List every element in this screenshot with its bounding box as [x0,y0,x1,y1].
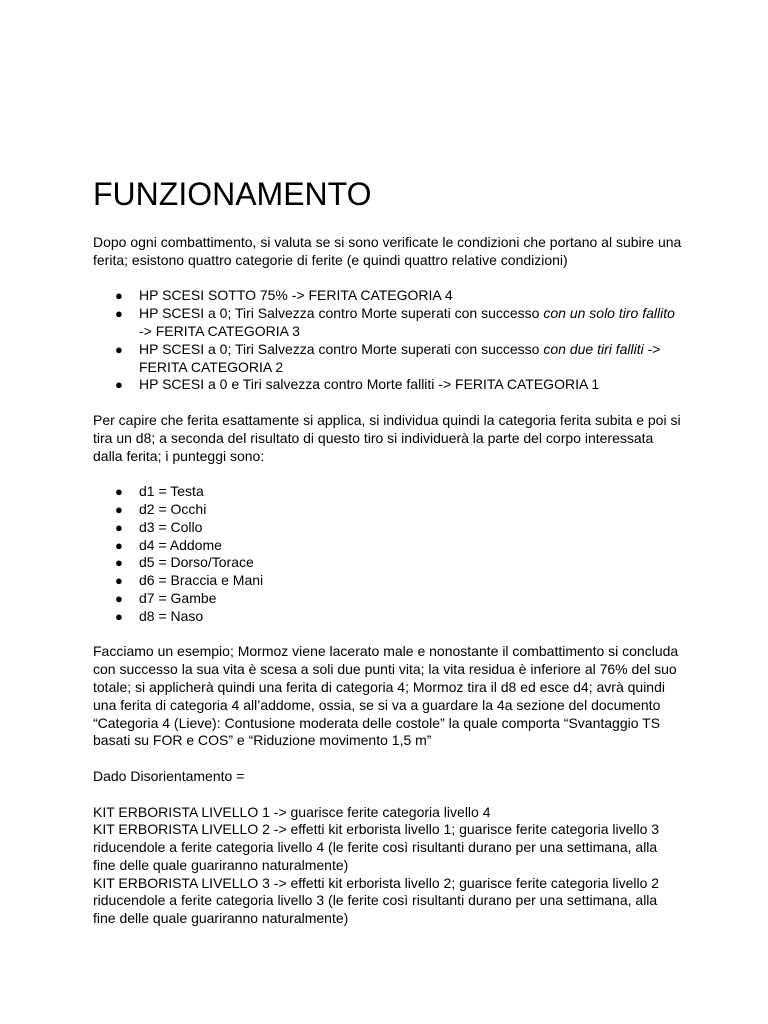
page-title: FUNZIONAMENTO [93,176,372,212]
bullet-icon: ● [115,288,123,304]
list-item: ● d5 = Dorso/Torace [115,554,254,571]
bullet-icon: ● [115,590,123,606]
bullet-icon: ● [115,519,123,535]
dado-paragraph: Dado Disorientamento = [93,767,245,784]
list-item: ● HP SCESI SOTTO 75% -> FERITA CATEGORIA 4 [115,287,453,304]
list-item: ● d3 = Collo [115,518,203,535]
bullet-icon: ● [115,555,123,571]
bullet-icon: ● [115,484,123,500]
bullet-icon: ● [115,341,123,357]
explain-paragraph: Per capire che ferita esattamente si applica, si individua quindi la categoria ferita subita e poi si tira un d8; a seconda del risultato di questo tiro si individuerà la parte del corpo interessata dalla ferita; i punteggi sono: [93,411,681,464]
list-item: ● d2 = Occhi [115,500,207,517]
bullet-icon: ● [115,537,123,553]
spacer [93,626,683,644]
spacer [93,216,683,234]
bullet-icon: ● [115,573,123,589]
bullet-icon: ● [115,608,123,624]
list-item: ● HP SCESI a 0 e Tiri salvezza contro Morte falliti -> FERITA CATEGORIA 1 [115,376,600,393]
list-item: ● d1 = Testa [115,483,204,500]
list-item: ● HP SCESI a 0; Tiri Salvezza contro Morte superati con successo con due tiri falliti -> FERITA CATEGORIA 2 [115,340,661,375]
spacer [93,786,683,804]
example-paragraph: Facciamo un esempio; Mormoz viene lacerato male e nonostante il combattimento si concluda con successo la sua vita è scesa a soli due punti vita; la vita residua è inferiore al 76% del suo totale; si applicherà quindi una ferita di categoria 4; Mormoz tira il d8 ed esce d4; avrà quindi una ferita di categoria 4 all’addome, ossia, se si va a guardare la 4a sezione del documento “Categoria 4 (Lieve): Contusione moderata delle costole” la quale comporta “Svantaggio TS basati su FOR e COS” e “Riduzione movimento 1,5 m” [93,643,679,749]
bullet-icon: ● [115,501,123,517]
list-item: ● d7 = Gambe [115,589,217,606]
spacer [93,465,683,483]
spacer [93,394,683,412]
intro-paragraph: Dopo ogni combattimento, si valuta se si sono verificate le condizioni che portano al subire una ferita; esistono quattro categorie di ferite (e quindi quattro relative condizioni) [93,234,682,268]
kit-level-1: KIT ERBORISTA LIVELLO 1 -> guarisce ferite categoria livello 4 [93,803,491,820]
spacer [93,750,683,768]
list-item: ● d6 = Braccia e Mani [115,572,264,589]
bullet-icon: ● [115,377,123,393]
dice-list [93,483,683,625]
list-item: ● HP SCESI a 0; Tiri Salvezza contro Morte superati con successo con un solo tiro fallito -> FERITA CATEGORIA 3 [115,305,675,339]
list-item: ● d4 = Addome [115,536,222,553]
document-page [93,172,683,928]
bullet-icon: ● [115,306,123,322]
conditions-list [93,287,683,394]
spacer [93,270,683,288]
kit-level-2: KIT ERBORISTA LIVELLO 2 -> effetti kit erborista livello 1; guarisce ferite categoria livello 3 riducendole a ferite categoria livello 4 (le ferite così risultanti durano per una settimana, alla fine delle quale guariranno naturalmente) [93,821,660,873]
list-item: ● d8 = Naso [115,607,204,624]
kit-level-3: KIT ERBORISTA LIVELLO 3 -> effetti kit erborista livello 2; guarisce ferite categoria livello 2 riducendole a ferite categoria livello 3 (le ferite così risultanti durano per una settimana, alla fine delle quale guariranno naturalmente) [93,874,660,927]
